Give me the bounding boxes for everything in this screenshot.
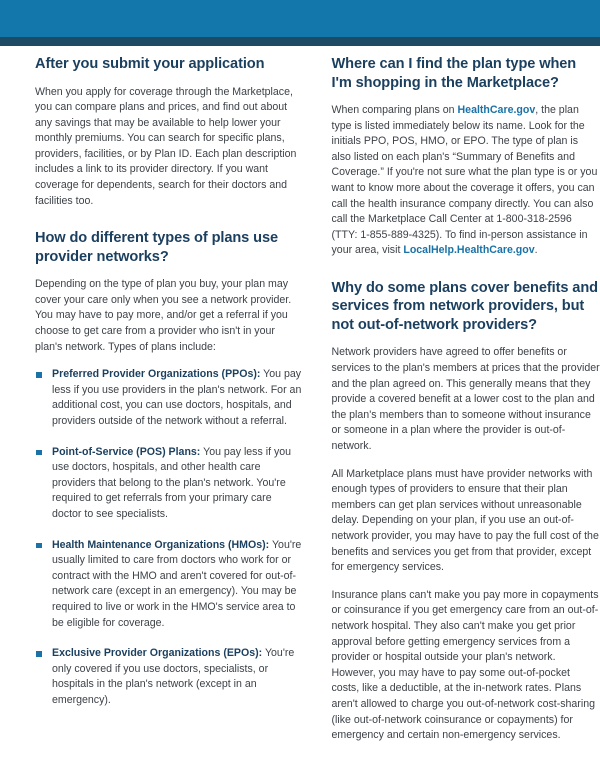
- list-item: [35, 538, 304, 632]
- list-item: [35, 367, 304, 429]
- plan-description: You're only covered if you use doctors, specialists, or hospitals in the plan's network (except in an emergency).: [52, 647, 295, 706]
- paragraph-marketplace-plan-networks: All Marketplace plans must have provider networks with enough types of providers to ensure that their plan members can get plan services without unreasonable delay. Depending on your plan, if you use an out-of-network provider, you may have to pay the full cost of the benefits and services you get from that provider, except for emergency services.: [331, 467, 599, 574]
- header-banner: [0, 0, 600, 37]
- healthcare-gov-link[interactable]: HealthCare.gov: [457, 104, 536, 116]
- left-column: [35, 55, 304, 709]
- plan-term: Point-of-Service (POS) Plans:: [52, 445, 201, 458]
- paragraph-where-find-plan-type: [332, 103, 600, 259]
- plan-term: Exclusive Provider Organizations (EPOs):: [52, 647, 263, 660]
- paragraph-network-providers-agreed: Network providers have agreed to offer benefits or services to the plan's members at prices that the provider and the plan agreed on. This generally means that they provide a covered benefit at a lower cost to the plan and the plan's members than to someone without insurance or someone in a plan where the provider is out-of-network.: [331, 346, 600, 452]
- list-item: [35, 646, 304, 708]
- plan-description: You pay less if you use providers in the plan's network. For an additional cost, you can use doctors, hospitals, and providers outside of the network without a referral.: [52, 368, 302, 427]
- plan-description: You pay less if you use doctors, hospitals, and other health care providers that belong to the plan's network. You're required to get referrals from your primary care doctor to see specialists.: [52, 445, 292, 520]
- plan-term: Health Maintenance Organizations (HMOs):: [52, 538, 270, 551]
- heading-after-you-submit: After you submit your application: [35, 56, 265, 72]
- heading-where-find-plan-type: Where can I find the plan type when I'm shopping in the Marketplace?: [331, 56, 577, 91]
- paragraph-text-part-3: .: [534, 244, 538, 257]
- plan-description: You're usually limited to care from doctors who work for or contract with the HMO and aren't covered for out-of-network care (except in an emergency). You may be required to live or work in the HMO's service area to be eligible for coverage.: [52, 538, 302, 629]
- plan-types-list: [35, 367, 304, 708]
- paragraph-after-you-submit: When you apply for coverage through the Marketplace, you can compare plans and prices, and find out about any savings that may be available to help lower your monthly premiums. You can search for specific plans, providers, facilities, or by Plan ID. Each plan description includes a link to its provider directory. If you want coverage for dependents, search for their doctors and facilities too.: [35, 85, 297, 207]
- right-column: [332, 55, 600, 744]
- heading-why-network-providers: Why do some plans cover benefits and services from network providers, but not out-of-network providers?: [331, 279, 598, 333]
- heading-provider-networks: How do different types of plans use provider networks?: [35, 230, 278, 265]
- localhelp-healthcare-gov-link[interactable]: LocalHelp.HealthCare.gov: [403, 244, 535, 257]
- square-bullet-icon: [36, 450, 42, 456]
- paragraph-emergency-cost-sharing: Insurance plans can't make you pay more in copayments or coinsurance if you get emergency care from an out-of-network hospital. They also can't make you get prior approval before getting emergency services from a provider or hospital outside your plan's network. However, you may have to pay some out-of-pocket costs, like a deductible, at the in-network rates. Plans aren't allowed to charge you out-of-network cost-sharing (like out-of-network coinsurance or copayments) for emergency and certain non-emergency services.: [331, 588, 599, 742]
- paragraph-provider-networks: Depending on the type of plan you buy, your plan may cover your care only when you see a network provider. You may have to pay more, and/or get a referral if you choose to get care from a provider who isn't in your plan's network. Types of plans include:: [35, 278, 292, 353]
- square-bullet-icon: [36, 651, 42, 657]
- two-column-content: [0, 55, 600, 770]
- square-bullet-icon: [36, 372, 42, 378]
- header-accent-rule: [0, 37, 600, 46]
- list-item: [35, 445, 304, 523]
- paragraph-text-part-1: When comparing plans on: [331, 104, 458, 116]
- square-bullet-icon: [36, 543, 42, 549]
- paragraph-text-part-2: , the plan type is listed immediately below its name. Look for the initials PPO, POS, HMO, or EPO. The type of plan is also listed on each plan's “Summary of Benefits and Coverage.” If you're not sure what the plan type is or you want to know more about the coverage it offers, you can call the health insurance company directly. You can also call the Marketplace Call Center at 1-800-318-2596 (TTY: 1-855-889-4325). To find in-person assistance in your area, visit: [331, 104, 598, 257]
- plan-term: Preferred Provider Organizations (PPOs):: [52, 368, 261, 381]
